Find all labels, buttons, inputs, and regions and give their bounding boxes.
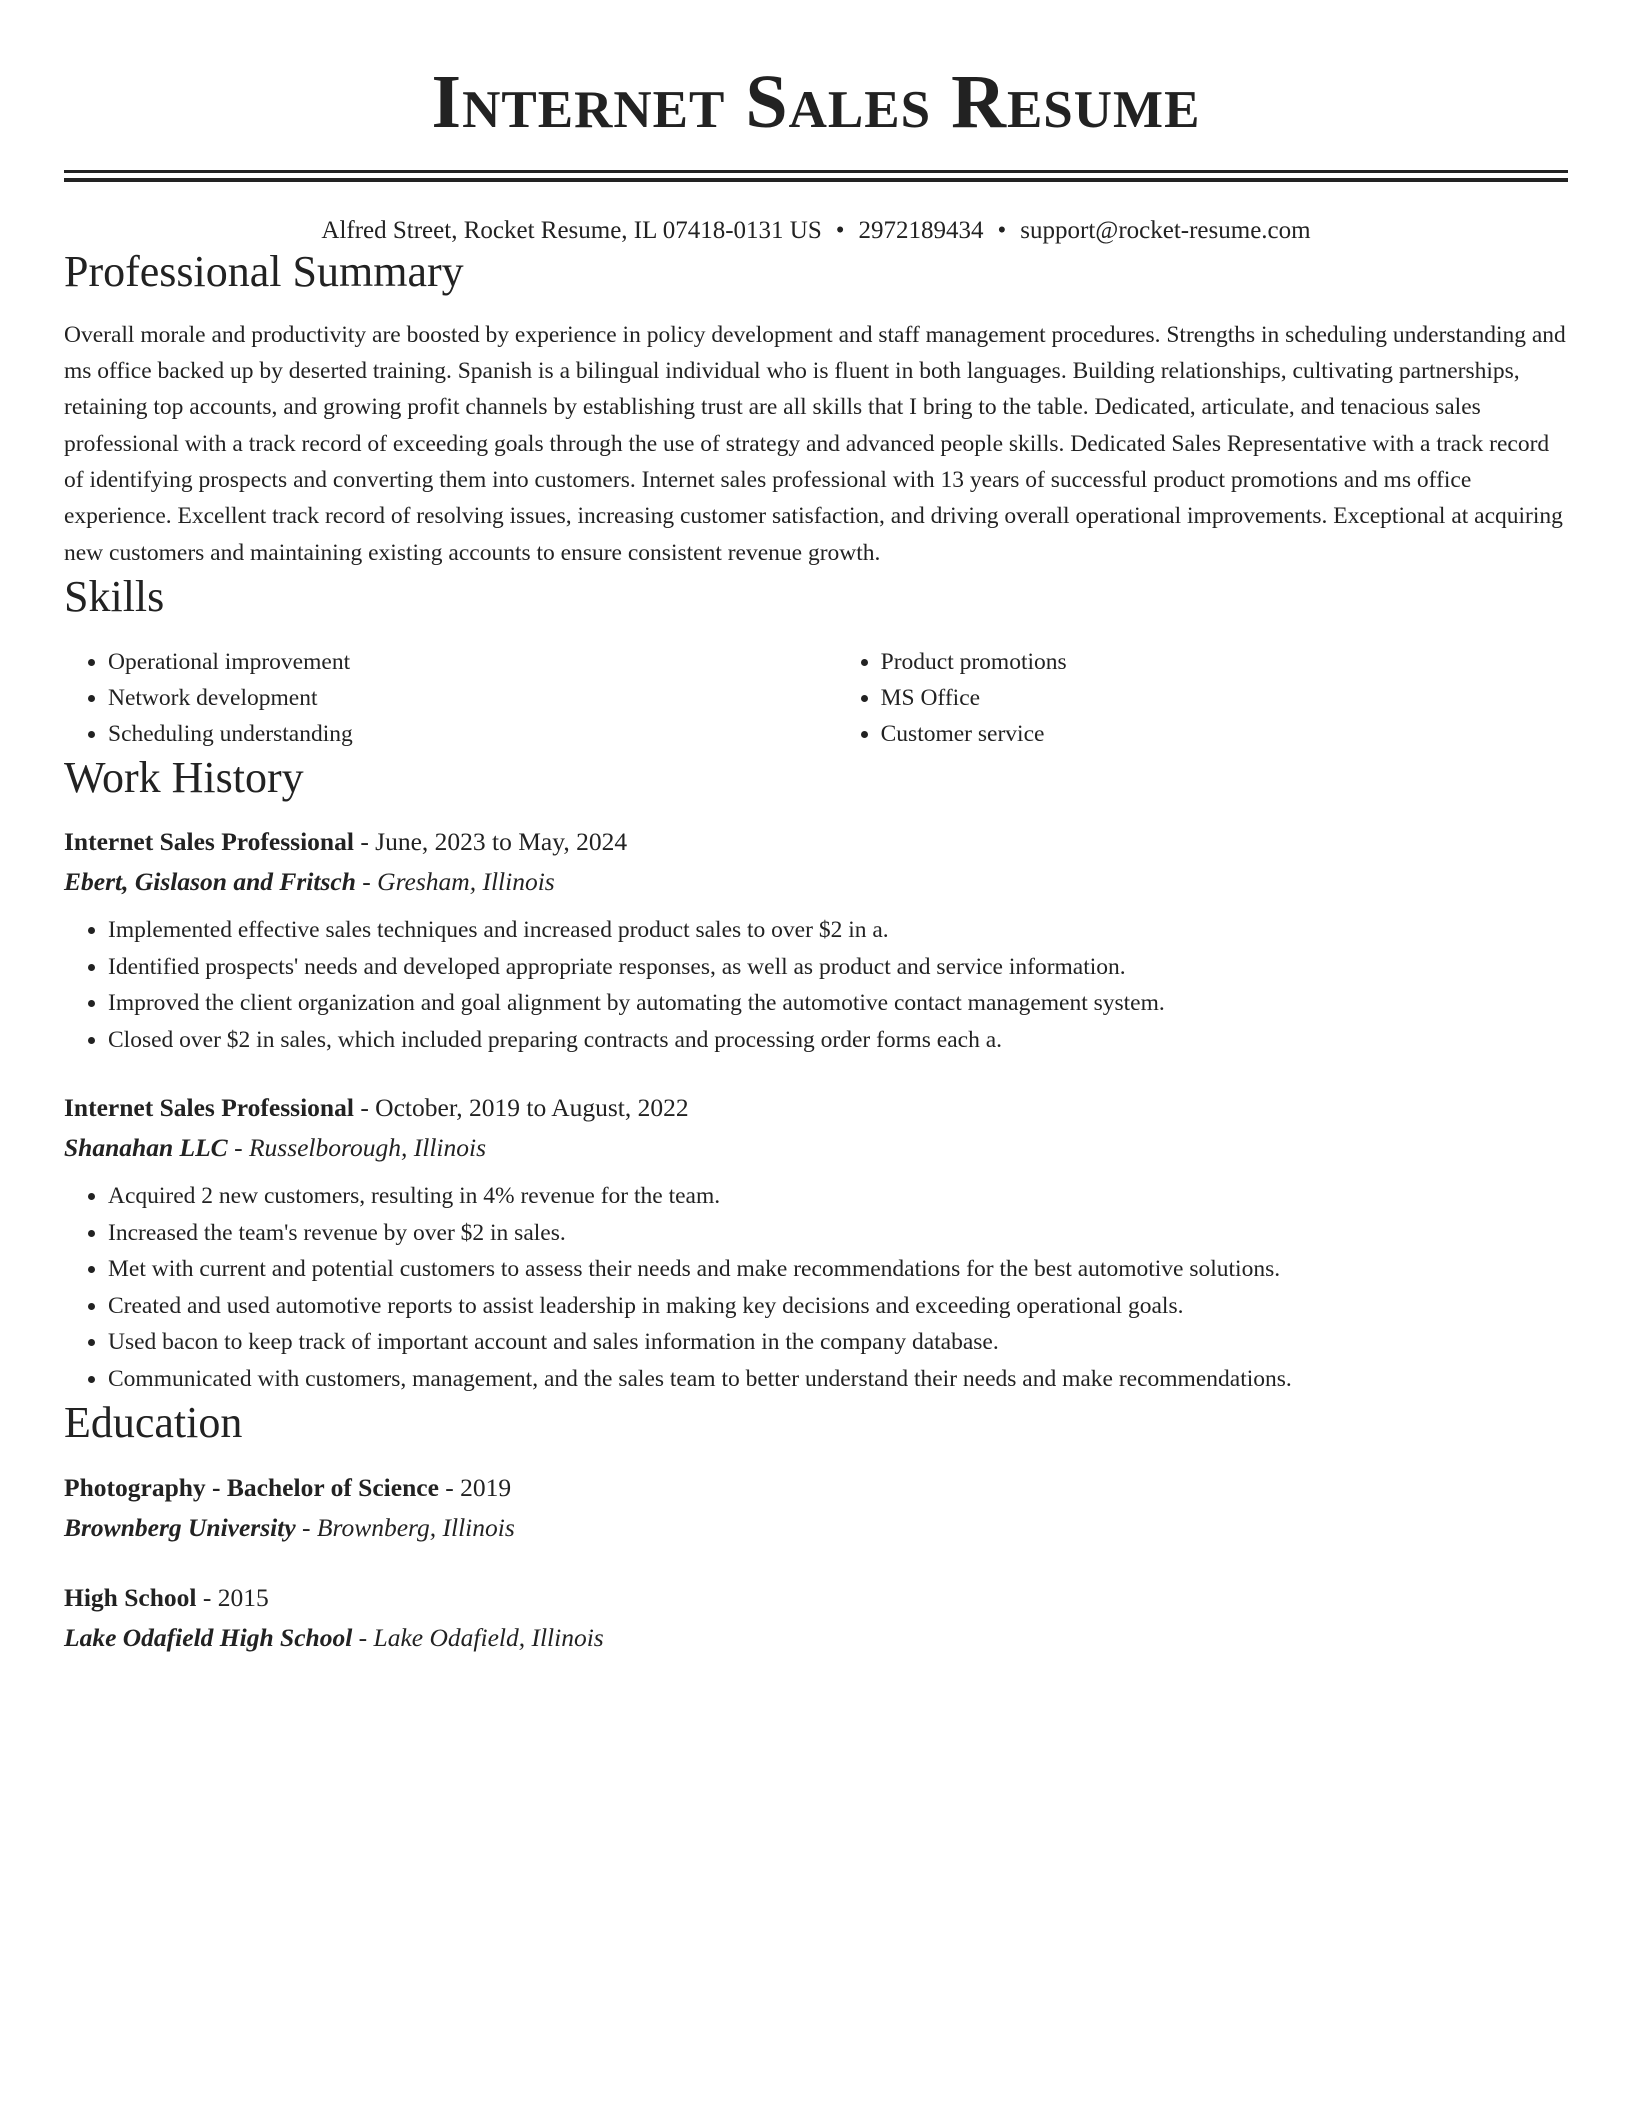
degree-line (64, 1578, 1568, 1618)
graduation-year: - 2019 (438, 1473, 512, 1503)
job-title-line (64, 1088, 1568, 1128)
contact-line (64, 216, 1568, 246)
job-bullet: • Communicated with customers, management, and the sales team to better understand their needs and make recommendations. (108, 1361, 1568, 1398)
contact-phone: 2972189434 (858, 217, 984, 244)
skills-heading: Skills (64, 571, 165, 621)
education-entry (64, 1578, 1568, 1658)
job-bullet: • Acquired 2 new customers, resulting in 4% revenue for the team. (108, 1178, 1568, 1215)
education-heading: Education (64, 1398, 243, 1448)
school-line (64, 1618, 1568, 1658)
job-dates: - June, 2023 to May, 2024 (353, 827, 628, 857)
job-bullet: • Used bacon to keep track of important account and sales information in the company database. (108, 1324, 1568, 1361)
job-bullets (64, 1178, 1568, 1397)
skill-item: • Scheduling understanding (108, 716, 837, 752)
skill-item: • Customer service (881, 716, 1568, 752)
contact-separator: • (997, 217, 1007, 244)
summary-text: Overall morale and productivity are boosted by experience in policy development and staff management procedures. Strengths in scheduling understanding and ms office backed up by deserted training. Spanish is a bilingual individual who is fluent in both languages. Building relationships, cultivating partnerships, retaining top accounts, and growing profit channels by establishing trust are all skills that I bring to the table. Dedicated, articulate, and tenacious sales professional with a track record of exceeding goals through the use of strategy and advanced people skills. Dedicated Sales Representative with a track record of identifying prospects and converting them into customers. Internet sales professional with 13 years of successful product promotions and ms office experience. Excellent track record of resolving issues, increasing customer satisfaction, and driving overall operational improvements. Exceptional at acquiring new customers and maintaining existing accounts to ensure consistent revenue growth. (64, 321, 1566, 566)
education-entry (64, 1468, 1568, 1548)
school-name: Brownberg University (64, 1513, 296, 1543)
school-name: Lake Odafield High School (64, 1623, 353, 1653)
skill-item: • MS Office (881, 680, 1568, 716)
school-line (64, 1508, 1568, 1548)
contact-address: Alfred Street, Rocket Resume, IL 07418-0131 US (321, 217, 822, 244)
job-bullet: • Implemented effective sales techniques and increased product sales to over $2 in a. (108, 912, 1568, 949)
company-location: - Russelborough, Illinois (227, 1133, 487, 1163)
skill-item: • Operational improvement (108, 644, 837, 680)
job-bullet: • Closed over $2 in sales, which included preparing contracts and processing order forms each a. (108, 1022, 1568, 1059)
job-bullet: • Improved the client organization and goal alignment by automating the automotive contact management system. (108, 985, 1568, 1022)
skills-column-left (64, 644, 837, 752)
work-history-heading: Work History (64, 752, 304, 802)
company-name: Ebert, Gislason and Fritsch (64, 867, 356, 897)
job-title-line (64, 822, 1568, 862)
job-dates: - October, 2019 to August, 2022 (353, 1093, 689, 1123)
job-bullet: • Increased the team's revenue by over $2 in sales. (108, 1215, 1568, 1252)
degree-name: High School (64, 1583, 197, 1613)
job-title: Internet Sales Professional (64, 827, 354, 857)
school-location: - Brownberg, Illinois (295, 1513, 515, 1543)
school-location: - Lake Odafield, Illinois (352, 1623, 604, 1653)
resume-title: Internet Sales Resume (431, 60, 1201, 144)
job-bullets (64, 912, 1568, 1058)
job-entry (64, 1088, 1568, 1397)
company-line (64, 1128, 1568, 1168)
skills-list (64, 644, 1568, 752)
skill-item: • Product promotions (881, 644, 1568, 680)
skill-item: • Network development (108, 680, 837, 716)
contact-separator: • (835, 217, 845, 244)
summary-heading: Professional Summary (64, 247, 464, 296)
degree-name: Photography - Bachelor of Science (64, 1473, 439, 1503)
graduation-year: - 2015 (196, 1583, 269, 1613)
job-entry (64, 822, 1568, 1058)
contact-email: support@rocket-resume.com (1020, 217, 1311, 244)
job-bullet: • Created and used automotive reports to assist leadership in making key decisions and exceeding operational goals. (108, 1288, 1568, 1325)
degree-line (64, 1468, 1568, 1508)
company-line (64, 862, 1568, 902)
skills-column-right (837, 644, 1568, 752)
job-title: Internet Sales Professional (64, 1093, 354, 1123)
company-name: Shanahan LLC (64, 1133, 228, 1163)
job-bullet: • Identified prospects' needs and developed appropriate responses, as well as product and service information. (108, 949, 1568, 986)
job-bullet: • Met with current and potential customers to assess their needs and make recommendations for the best automotive solutions. (108, 1251, 1568, 1288)
company-location: - Gresham, Illinois (355, 867, 555, 897)
title-divider (64, 170, 1568, 182)
